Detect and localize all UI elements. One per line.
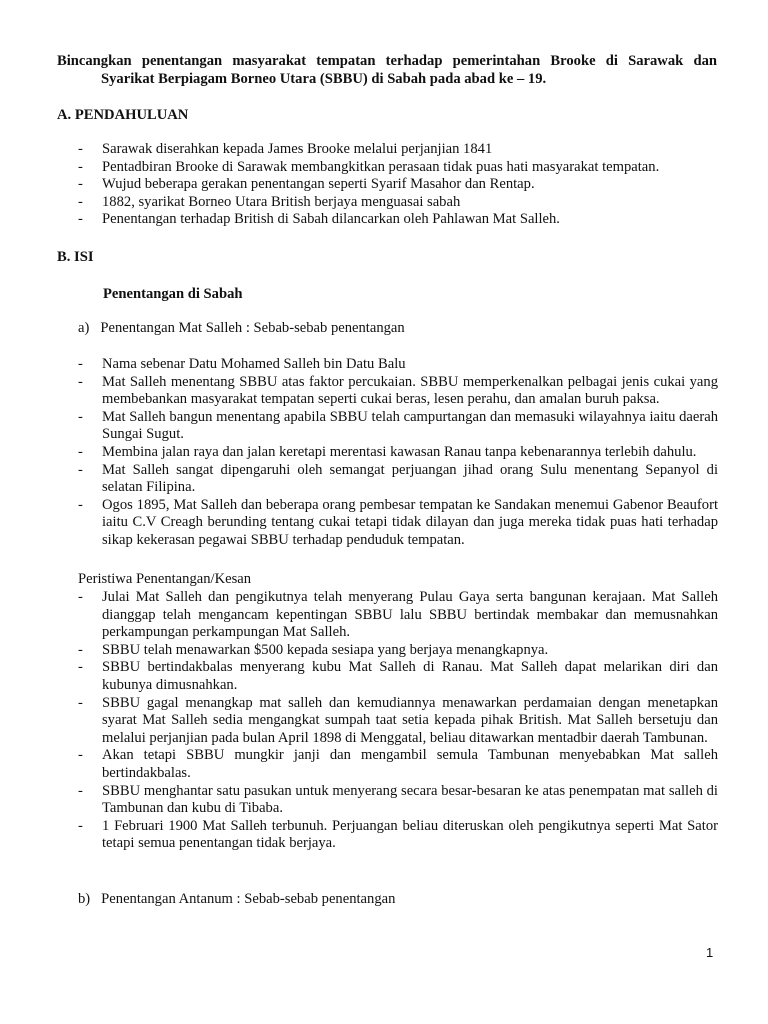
- part-b-heading: [78, 891, 395, 909]
- section-b-heading: B. ISI: [57, 249, 94, 265]
- list-item: - 1882, syarikat Borneo Utara British berjaya menguasai sabah: [78, 193, 461, 210]
- list-item: - Wujud beberapa gerakan penentangan seperti Syarif Masahor dan Rentap.: [78, 176, 535, 193]
- list-item: - Sarawak diserahkan kepada James Brooke melalui perjanjian 1841: [78, 141, 493, 157]
- part-a-title-rest: Sebab-sebab penentangan: [249, 320, 405, 336]
- part-b-label: b): [78, 891, 91, 907]
- list-item: - SBBU gagal menangkap mat salleh dan kemudiannya menawarkan perdamaian dengan menetapkan syarat Mat Salleh sedia mengangkat sumpah taat setia kepada pihak British. Mat Salleh bersetuju dan melalui perjanjian pada bulan April 1898 di Menggatal, beliau ditawarkan mentadbir daerah Tambunan.: [78, 694, 718, 746]
- list-item: - Akan tetapi SBBU mungkir janji dan mengambil semula Tambunan menyebabkan Mat salleh bertindakbalas.: [78, 747, 718, 781]
- section-a-heading: A. PENDAHULUAN: [57, 107, 189, 123]
- list-item: - SBBU telah menawarkan $500 kepada sesiapa yang berjaya menangkapnya.: [78, 641, 549, 658]
- part-a-title-bold: Penentangan Mat Salleh :: [100, 320, 250, 336]
- subsection-heading: Penentangan di Sabah: [103, 286, 243, 302]
- events-heading: Peristiwa Penentangan/Kesan: [78, 571, 252, 587]
- part-b-title: Penentangan Antanum : Sebab-sebab penentangan: [101, 891, 396, 907]
- causes-list: [78, 356, 718, 550]
- page-number: 1: [706, 945, 714, 960]
- question-title-line1: Bincangkan penentangan masyarakat tempatan terhadap pemerintahan Brooke di Sarawak dan: [57, 53, 717, 69]
- list-item: - 1 Februari 1900 Mat Salleh terbunuh. Perjuangan beliau diteruskan oleh pengikutnya seperti Mat Sator tetapi semua penentangan tidak berjaya.: [78, 817, 718, 852]
- intro-list: [78, 141, 718, 229]
- list-item: - Julai Mat Salleh dan pengikutnya telah menyerang Pulau Gaya serta bangunan kerajaan. Mat Salleh dianggap telah mengancam kepentingan SBBU lalu SBBU bertindak membakar dan memusnahkan perkampungan perkampungan Mat Salleh.: [78, 589, 718, 641]
- list-item: - SBBU bertindakbalas menyerang kubu Mat Salleh di Ranau. Mat Salleh dapat melarikan diri dan kubunya dimusnahkan.: [78, 659, 718, 693]
- list-item: - Penentangan terhadap British di Sabah dilancarkan oleh Pahlawan Mat Salleh.: [78, 211, 560, 228]
- list-item: - Pentadbiran Brooke di Sarawak membangkitkan perasaan tidak puas hati masyarakat tempatan.: [78, 158, 660, 175]
- list-item: - Mat Salleh menentang SBBU atas faktor percukaian. SBBU memperkenalkan pelbagai jenis cukai yang membebankan masyarakat tempatan seperti cukai beras, lesen perahu, dan amalan buruh paksa.: [78, 373, 718, 408]
- list-item: - Ogos 1895, Mat Salleh dan beberapa orang pembesar tempatan ke Sandakan menemui Gabenor Beaufort iaitu C.V Creagh berunding tentang cukai tetapi tidak dilayan dan juga mereka tidak puas hati terhadap sikap kekerasan pegawai SBBU terhadap penduduk tempatan.: [78, 496, 718, 548]
- question-title-line2: Syarikat Berpiagam Borneo Utara (SBBU) di Sabah pada abad ke – 19.: [101, 71, 547, 87]
- events-list: [78, 589, 718, 853]
- list-item: - Mat Salleh bangun menentang apabila SBBU telah campurtangan dan memasuki wilayahnya iaitu daerah Sungai Sugut.: [78, 408, 718, 443]
- list-item: - Membina jalan raya dan jalan keretapi merentasi kawasan Ranau tanpa kebenarannya terlebih dahulu.: [78, 443, 697, 460]
- list-item: - Mat Salleh sangat dipengaruhi oleh semangat perjuangan jihad orang Sulu menentang Sepanyol di selatan Filipina.: [78, 461, 718, 496]
- part-a-heading: [78, 320, 405, 338]
- list-item: - SBBU menghantar satu pasukan untuk menyerang secara besar-besaran ke atas penempatan mat salleh di Tambunan dan kubu di Tibaba.: [78, 782, 718, 817]
- part-a-label: a): [78, 320, 90, 336]
- list-item: - Nama sebenar Datu Mohamed Salleh bin Datu Balu: [78, 356, 406, 372]
